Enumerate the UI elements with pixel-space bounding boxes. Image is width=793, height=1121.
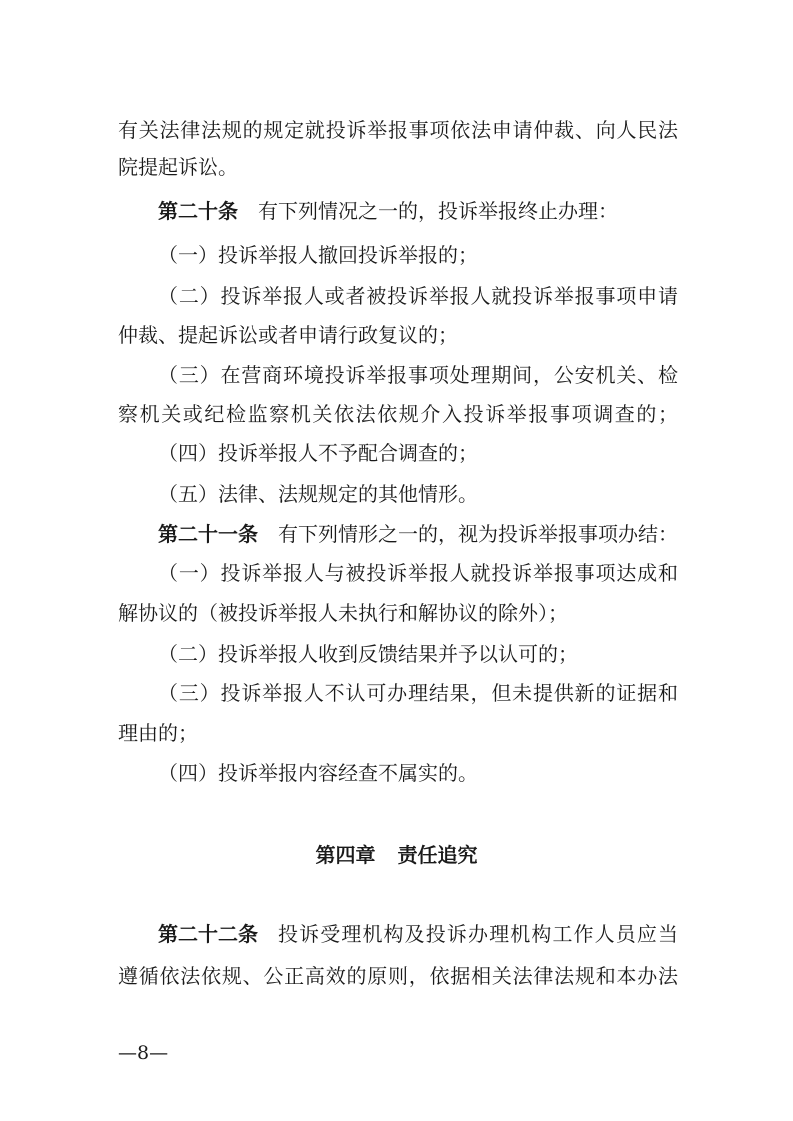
article-20-line	[158, 197, 618, 225]
chapter-number: 第四章	[315, 843, 376, 867]
page-number: —8—	[118, 1042, 169, 1064]
body-line: （一）投诉举报人撤回投诉举报的；	[158, 243, 478, 267]
article-21-line	[158, 520, 678, 548]
chapter-heading	[0, 841, 793, 869]
chapter-title: 责任追究	[397, 843, 478, 867]
body-line: 有关法律法规的规定就投诉举报事项依法申请仲裁、向人民法	[118, 118, 678, 142]
body-line: 院提起诉讼。	[118, 155, 238, 179]
article-heading: 第二十二条	[158, 922, 258, 946]
article-text: 有下列情况之一的，投诉举报终止办理：	[258, 199, 618, 223]
body-line: （二）投诉举报人或者被投诉举报人就投诉举报事项申请	[158, 284, 678, 308]
body-line: （四）投诉举报内容经查不属实的。	[158, 761, 478, 785]
body-line: （三）投诉举报人不认可办理结果，但未提供新的证据和	[158, 681, 678, 705]
body-line: （四）投诉举报人不予配合调查的；	[158, 441, 478, 465]
article-heading: 第二十一条	[158, 522, 258, 546]
article-heading: 第二十条	[158, 199, 238, 223]
article-text: 有下列情形之一的，视为投诉举报事项办结：	[278, 522, 678, 546]
body-line: 察机关或纪检监察机关依法依规介入投诉举报事项调查的；	[118, 402, 678, 426]
article-22-line	[158, 920, 678, 948]
article-text: 投诉受理机构及投诉办理机构工作人员应当	[278, 922, 678, 946]
body-line: （二）投诉举报人收到反馈结果并予以认可的；	[158, 642, 578, 666]
body-line: 解协议的（被投诉举报人未执行和解协议的除外）；	[118, 601, 568, 625]
body-line: 仲裁、提起诉讼或者申请行政复议的；	[118, 323, 458, 347]
body-line: 理由的；	[118, 721, 198, 745]
body-line: 遵循依法依规、公正高效的原则，依据相关法律法规和本办法	[118, 964, 678, 988]
body-line: （三）在营商环境投诉举报事项处理期间，公安机关、检	[158, 363, 678, 387]
body-line: （五）法律、法规规定的其他情形。	[158, 482, 478, 506]
body-line: （一）投诉举报人与被投诉举报人就投诉举报事项达成和	[158, 561, 678, 585]
